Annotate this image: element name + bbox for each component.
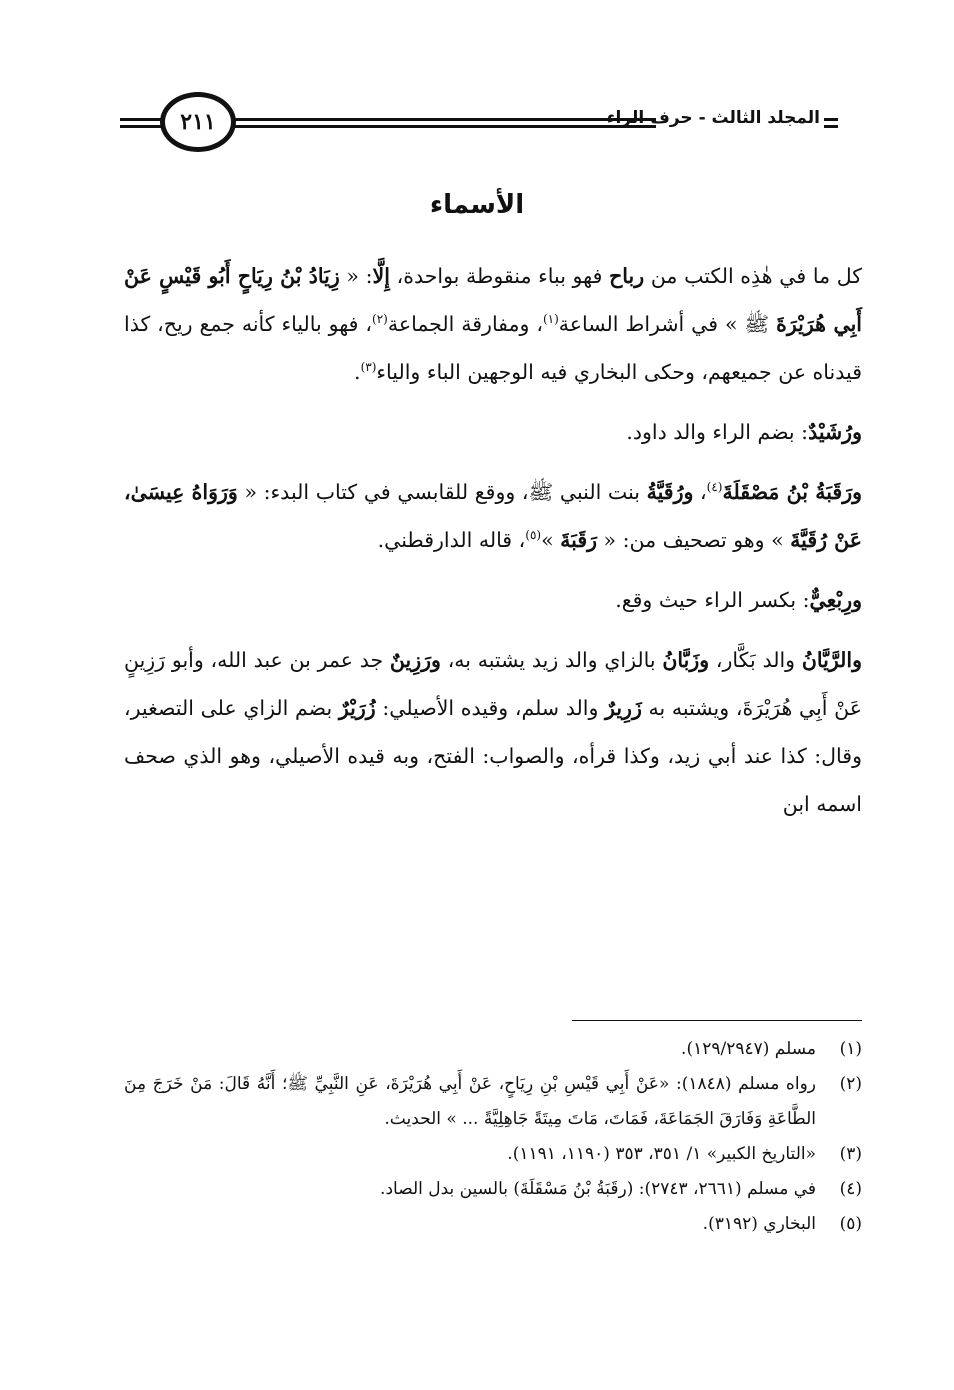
footnote-number: (٤) <box>839 1179 862 1199</box>
footnote-ref[interactable]: (٤) <box>706 480 723 495</box>
footnote-text: «التاريخ الكبير» ١/ ٣٥١، ٣٥٣ (١١٩٠، ١١٩١). <box>507 1144 816 1164</box>
page-header <box>120 92 838 156</box>
bold-term: وزَبَّانُ <box>662 648 710 672</box>
footnote-item <box>124 1032 862 1067</box>
footnote-number: (٢) <box>839 1074 862 1094</box>
footnote-number: (٣) <box>839 1144 862 1164</box>
bold-term: ورُشَيْدٌ <box>808 420 862 444</box>
footnote-ref[interactable]: (٥) <box>525 528 542 543</box>
bold-term: ورَزِينٌ <box>389 648 441 672</box>
bold-quote: وَرَوَاهُ عِيسَىٰ، عَنْ رُقَيَّةَ <box>124 480 862 552</box>
bold-term: رباح <box>609 264 645 288</box>
paragraph-4 <box>124 576 862 624</box>
footnote-item <box>124 1172 862 1207</box>
footnote-text: البخاري (٣١٩٢). <box>702 1214 816 1234</box>
text-run: ، قاله الدارقطني. <box>377 528 526 552</box>
text-run: بنت النبي ﷺ، ووقع للقابسي في كتاب البدء: « <box>237 480 647 504</box>
footnote-text: في مسلم (٢٦٦١، ٢٧٤٣): (رقَبَةُ بْنُ مَسْقَلَةَ) بالسين بدل الصاد. <box>380 1179 816 1199</box>
text-run: » <box>541 528 561 552</box>
bold-term: ورَقَبَةُ بْنُ مَصْقَلَةَ <box>722 480 862 504</box>
footnote-item <box>124 1067 862 1137</box>
text-run: ، فهو بالياء كأنه جمع ريح، كذا قيدناه عن جميعهم، وحكى البخاري فيه الوجهين الباء والياء <box>124 312 862 384</box>
bold-term: ورُقَيَّةُ <box>646 480 694 504</box>
text-run: . <box>354 360 361 384</box>
footnote-number: (٥) <box>839 1214 862 1234</box>
text-run: بالزاي والد زيد يشتبه به، <box>440 648 663 672</box>
text-run: : « <box>339 264 373 288</box>
running-head: المجلد الثالث - حرف الراء <box>606 108 820 128</box>
text-run: : بكسر الراء حيث وقع. <box>615 588 810 612</box>
text-run: كل ما في هٰذِه الكتب من <box>644 264 862 288</box>
paragraph-1 <box>124 252 862 396</box>
footnote-item <box>124 1137 862 1172</box>
footnote-number: (١) <box>839 1039 862 1059</box>
bold-term: زُرَيْرٌ <box>338 696 376 720</box>
bold-term: إِلَّا <box>372 264 390 288</box>
footnote-divider <box>572 1020 862 1021</box>
footnote-ref[interactable]: (١) <box>542 312 559 327</box>
paragraph-2 <box>124 408 862 456</box>
text-run: ، <box>693 480 707 504</box>
footnote-text: مسلم (١٢٩/٢٩٤٧). <box>681 1039 816 1059</box>
footnote-ref[interactable]: (٢) <box>372 312 388 327</box>
bold-quote: رَقَبَةَ <box>560 528 598 552</box>
header-rule-middle <box>234 118 656 128</box>
section-title: الأسماء <box>429 190 525 220</box>
paragraph-3 <box>124 468 862 564</box>
header-rule-right <box>824 118 838 128</box>
text-run: بضم الزاي على التصغير، وقال: كذا عند أبي زيد، وكذا قرأه، والصواب: الفتح، وبه قيده الأصيلي، وهو الذي صحف اسمه ابن <box>124 696 862 816</box>
bold-term: ورِبْعِيٌّ <box>809 588 862 612</box>
text-run: فهو بباء منقوطة بواحدة، <box>389 264 610 288</box>
bold-term: زَرِيرٌ <box>605 696 642 720</box>
text-run: : بضم الراء والد داود. <box>626 420 809 444</box>
footnote-text: رواه مسلم (١٨٤٨): «عَنْ أَبِي قَيْسِ بْنِ رِيَاحٍ، عَنْ أَبِي هُرَيْرَةَ، عَنِ النَّبِيِّ ﷺ؛ أَنَّهُ قَالَ: مَنْ خَرَجَ مِنَ الطَّاعَةِ وَفَارَقَ الجَمَاعَةَ، فَمَاتَ، مَاتَ مِيتَةً جَاهِلِيَّةً ... » الحديث. <box>124 1074 816 1129</box>
text-run: ﷺ » في أشراط الساعة <box>558 312 777 336</box>
main-text <box>124 252 862 840</box>
text-run: جد عمر بن عبد الله، وأبو رَزِينٍ عَنْ أَبِي هُرَيْرَةَ، ويشتبه به <box>124 648 863 720</box>
paragraph-5 <box>124 636 862 828</box>
text-run: والد سلم، وقيده الأصيلي: <box>375 696 606 720</box>
text-run: » وهو تصحيف من: « <box>597 528 791 552</box>
text-run: والد بَكَّار، <box>709 648 802 672</box>
page-number: ٢١١ <box>160 92 236 152</box>
bold-quote: زِيَادُ بْنُ رِيَاحٍ أَبُو قَيْسٍ عَنْ أَبِي هُرَيْرَةَ <box>124 264 862 336</box>
bold-term: والرَّيَّانُ <box>801 648 862 672</box>
footnote-item <box>124 1207 862 1242</box>
text-run: ، ومفارقة الجماعة <box>387 312 543 336</box>
footnote-ref[interactable]: (٣) <box>360 360 377 375</box>
footnotes <box>124 1032 862 1242</box>
